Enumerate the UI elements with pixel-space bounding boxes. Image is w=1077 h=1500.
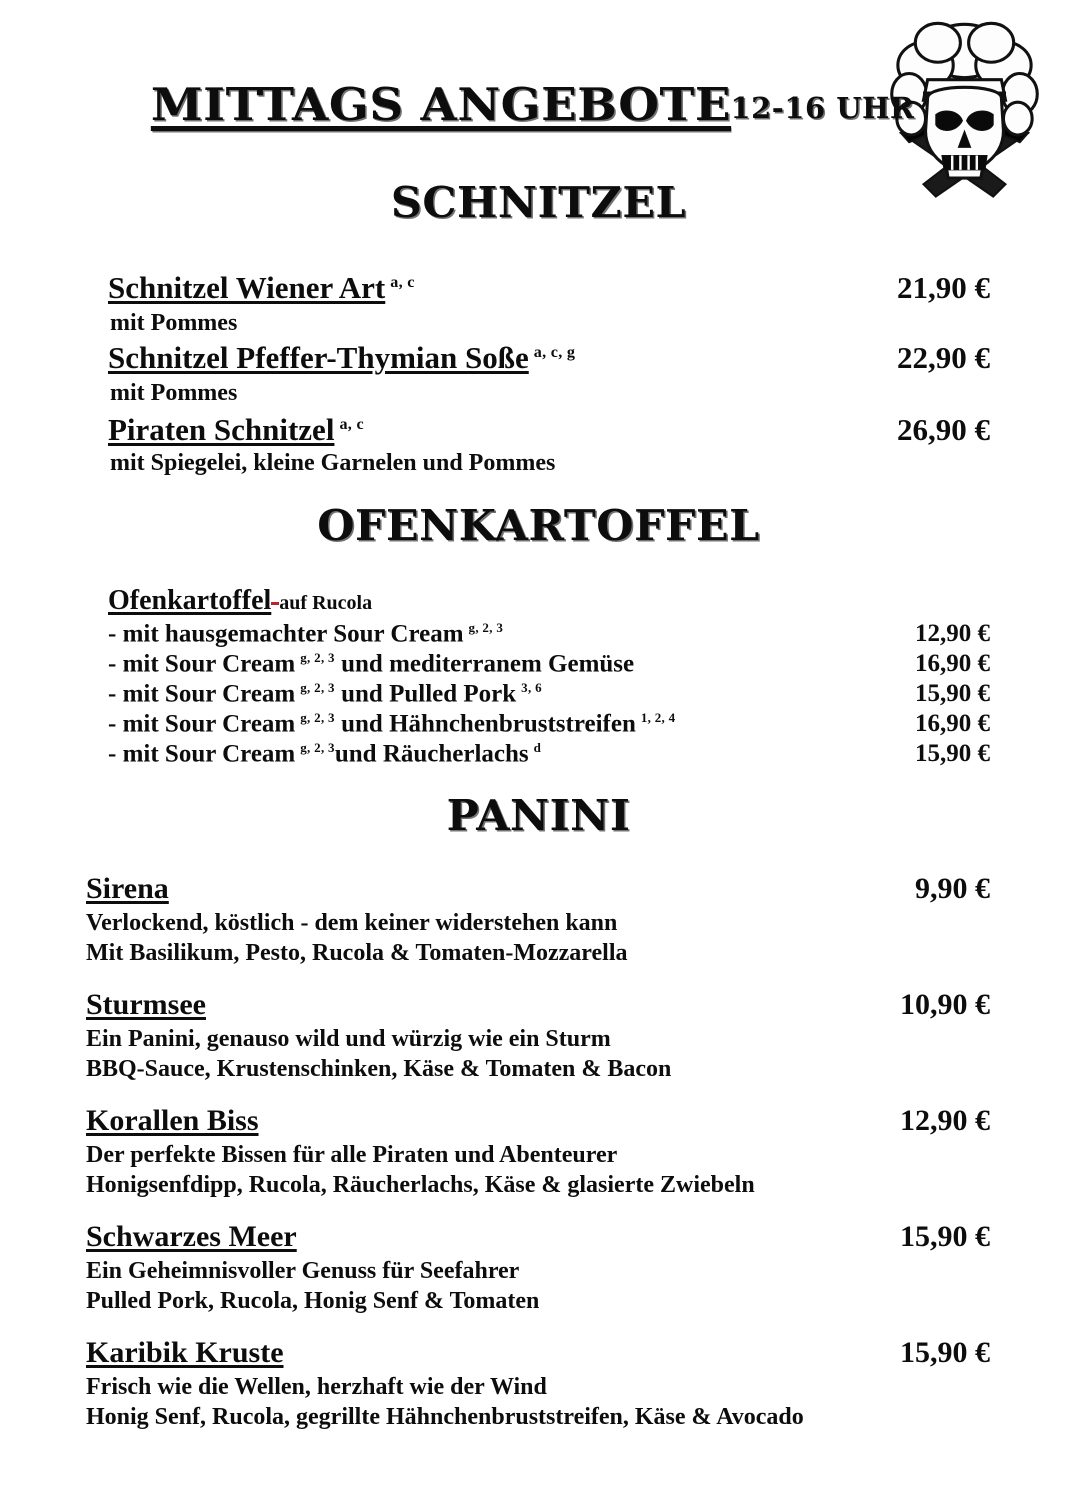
item-description-line2: Pulled Pork, Rucola, Honig Senf & Tomaten [86,1288,540,1314]
menu-item-schnitzel-wiener-art [108,270,990,306]
item-name: Sturmsee [86,988,206,1021]
menu-item-sirena [86,872,990,906]
item-price: 16,90 € [915,710,990,738]
item-description: mit Spiegelei, kleine Garnelen und Pommes [110,450,556,476]
item-description-line2: BBQ-Sauce, Krustenschinken, Käse & Tomaten & Bacon [86,1056,672,1082]
menu-item-ofenkartoffel-sour-cream [108,620,990,648]
item-price: 9,90 € [915,872,990,905]
page-title-row [0,78,1077,131]
item-name: - mit Sour Cream g, 2, 3und Räucherlachs d [108,740,542,768]
item-description-line2: Honig Senf, Rucola, gegrillte Hähnchenbruststreifen, Käse & Avocado [86,1404,804,1430]
item-price: 15,90 € [900,1336,990,1369]
opening-hours: 12-16 UHR [730,91,915,125]
allergen-codes: g, 2, 3 [300,740,335,755]
item-description-line1: Ein Panini, genauso wild und würzig wie ein Sturm [86,1026,611,1052]
allergen-codes: a, c [390,273,415,291]
page-title: MITTAGS ANGEBOTE [151,78,732,131]
item-price: 12,90 € [915,620,990,648]
item-description-line1: Ein Geheimnisvoller Genuss für Seefahrer [86,1258,520,1284]
item-name: Karibik Kruste [86,1336,284,1369]
item-name-tail: und Räucherlachs [334,740,529,768]
item-price: 16,90 € [915,650,990,678]
group-title-text: Ofenkartoffel [108,585,272,616]
item-price: 15,90 € [900,1220,990,1253]
section-heading-schnitzel: SCHNITZEL [390,178,687,227]
allergen-codes: g, 2, 3 [300,650,335,665]
item-price: 21,90 € [897,270,990,305]
section-heading-ofenkartoffel: OFENKARTOFFEL [317,501,760,550]
allergen-codes: a, c [339,415,364,433]
item-name: Piraten Schnitzel a, c [108,412,364,447]
item-price: 26,90 € [897,412,990,447]
allergen-codes: a, c, g [533,343,576,361]
menu-item-schwarzes-meer [86,1220,990,1254]
item-name: - mit hausgemachter Sour Cream g, 2, 3 [108,620,504,648]
item-name: - mit Sour Cream g, 2, 3 und Hähnchenbruststreifen 1, 2, 4 [108,710,676,738]
item-name: Schnitzel Pfeffer-Thymian Soße a, c, g [108,340,576,375]
item-name-tail: und Hähnchenbruststreifen [334,710,636,738]
item-description: mit Pommes [110,380,238,406]
item-name: - mit Sour Cream g, 2, 3 und mediterranem Gemüse [108,650,635,678]
ofenkartoffel-group-title [108,585,372,617]
group-subtitle: auf Rucola [279,592,373,614]
menu-item-piraten-schnitzel [108,412,990,448]
allergen-codes-tail: 1, 2, 4 [640,710,676,725]
allergen-codes: g, 2, 3 [300,680,335,695]
allergen-codes-tail: 3, 6 [521,680,542,695]
item-price: 15,90 € [915,740,990,768]
menu-item-korallen-biss [86,1104,990,1138]
item-description: mit Pommes [110,310,238,336]
item-description-line2: Honigsenfdipp, Rucola, Räucherlachs, Käse & glasierte Zwiebeln [86,1172,755,1198]
item-name: Schnitzel Wiener Art a, c [108,270,415,305]
item-description-line1: Verlockend, köstlich - dem keiner widerstehen kann [86,910,618,936]
item-name: Korallen Biss [86,1104,259,1137]
item-price: 22,90 € [897,340,990,375]
menu-item-ofenkartoffel-raeucherlachs [108,740,990,768]
allergen-codes: g, 2, 3 [468,620,504,635]
item-name-tail: und Pulled Pork [334,680,517,708]
item-name: - mit Sour Cream g, 2, 3 und Pulled Pork 3, 6 [108,680,542,708]
menu-item-schnitzel-pfeffer-thymian-sosse [108,340,990,376]
item-price: 15,90 € [915,680,990,708]
menu-item-karibik-kruste [86,1336,990,1370]
menu-item-ofenkartoffel-gemuese [108,650,990,678]
item-name: Sirena [86,872,169,905]
allergen-codes: g, 2, 3 [300,710,335,725]
item-description-line2: Mit Basilikum, Pesto, Rucola & Tomaten-Mozzarella [86,940,628,966]
section-heading-panini: PANINI [446,791,631,840]
menu-item-sturmsee [86,988,990,1022]
item-price: 10,90 € [900,988,990,1021]
item-name: Schwarzes Meer [86,1220,297,1253]
item-description-line1: Der perfekte Bissen für alle Piraten und Abenteurer [86,1142,618,1168]
allergen-codes-tail: d [533,740,542,755]
item-price: 12,90 € [900,1104,990,1137]
item-description-line1: Frisch wie die Wellen, herzhaft wie der Wind [86,1374,547,1400]
menu-item-ofenkartoffel-pulled-pork [108,680,990,708]
menu-item-ofenkartoffel-haehnchen [108,710,990,738]
item-name-tail: und mediterranem Gemüse [334,650,635,678]
